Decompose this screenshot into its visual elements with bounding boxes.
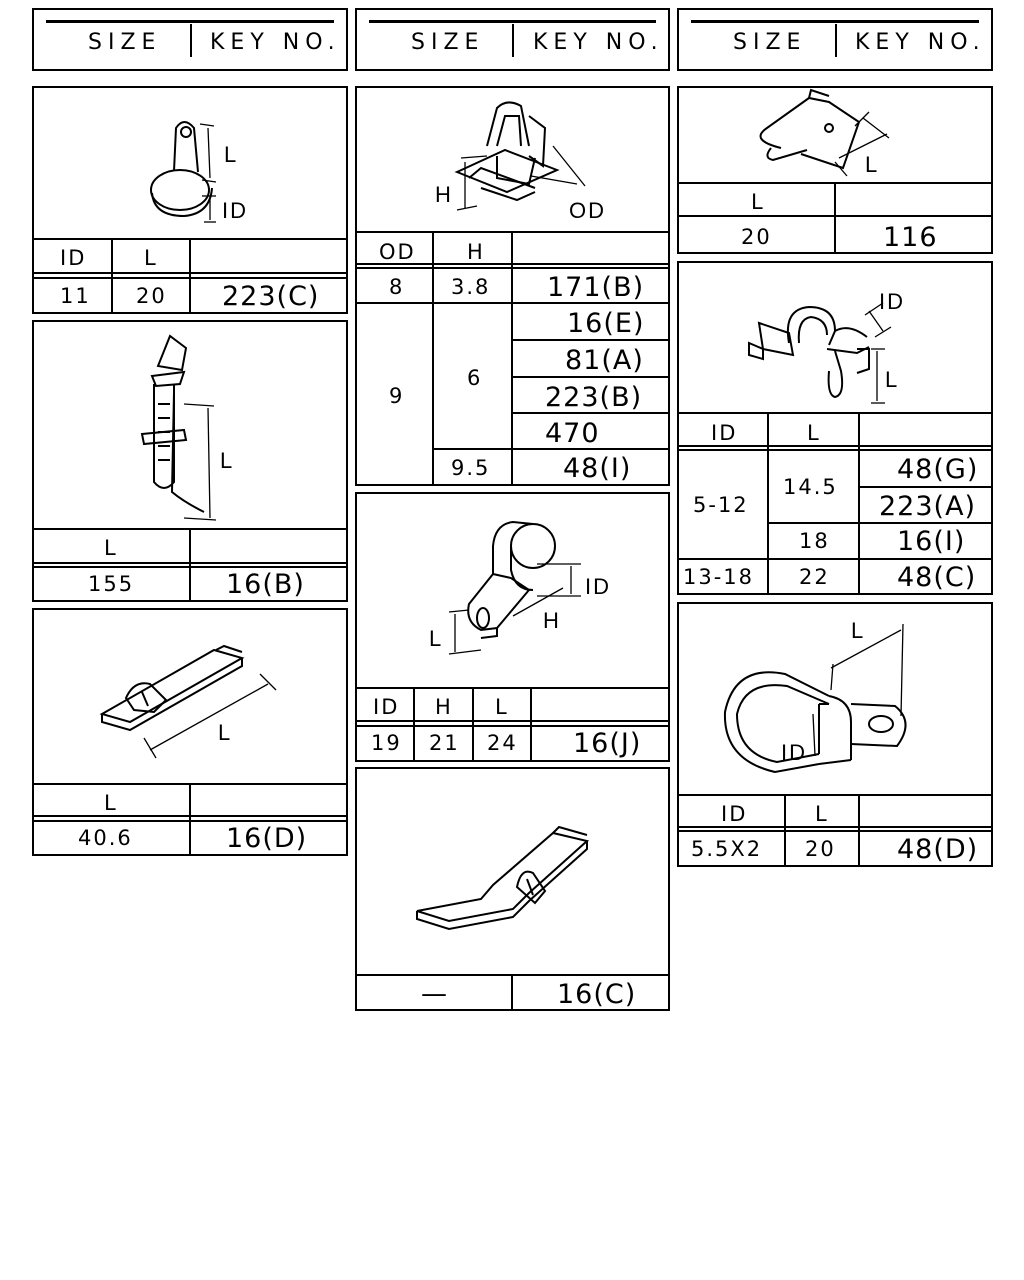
col-l-header: L: [495, 695, 509, 719]
key-no-cell: 223(A): [879, 491, 977, 522]
cell-l: 20: [136, 284, 167, 308]
key-no-cell: 171(B): [547, 272, 645, 303]
dim-l-label: L: [220, 448, 233, 473]
dim-l-label: L: [224, 142, 237, 167]
cell-id: 13-18: [683, 565, 755, 589]
key-no-cell: 116: [883, 222, 938, 253]
header-divider: [835, 24, 837, 57]
table-lines: [357, 769, 668, 1009]
col-l-header: L: [104, 791, 118, 815]
header-col-1: [32, 8, 348, 71]
dim-l-label: L: [429, 626, 442, 651]
cell-l: 20: [741, 225, 772, 249]
key-no-cell: 16(C): [557, 979, 637, 1010]
part-panel-double-clip: [677, 261, 993, 595]
dim-l-label: L: [885, 367, 898, 392]
table-lines: [357, 494, 668, 760]
cell-l: 18: [799, 529, 830, 553]
key-no-label: KEY NO.: [210, 30, 341, 55]
size-label: SIZE: [88, 30, 162, 55]
key-no-cell: 16(B): [226, 569, 305, 600]
cell-id: 5.5X2: [691, 837, 763, 861]
col-h-header: H: [467, 240, 485, 264]
key-no-label: KEY NO.: [533, 30, 664, 55]
header-divider: [190, 24, 192, 57]
cell-h: 6: [467, 366, 483, 390]
col-id-header: ID: [711, 421, 738, 445]
cell-l: 22: [799, 565, 830, 589]
header-col-2: [355, 8, 670, 71]
key-no-cell: 48(I): [563, 453, 632, 484]
table-lines: [34, 610, 346, 854]
col-id-header: ID: [60, 246, 87, 270]
cell-od: 9: [389, 384, 405, 408]
part-panel-push-clip: [355, 86, 670, 486]
col-l-header: L: [144, 246, 158, 270]
dim-l-label: L: [218, 720, 231, 745]
part-panel-16b: [32, 320, 348, 602]
size-label: SIZE: [733, 30, 807, 55]
key-no-cell: 81(A): [565, 345, 644, 376]
cell-l: 24: [487, 731, 518, 755]
cell-size-dash: —: [421, 979, 449, 1009]
header-rule: [369, 20, 656, 23]
dim-h-label: H: [543, 608, 559, 633]
cell-l: 155: [88, 572, 135, 596]
key-no-label: KEY NO.: [855, 30, 986, 55]
part-table-223c: [32, 238, 348, 314]
col-l-header: L: [815, 802, 829, 826]
dim-l-label: L: [865, 152, 878, 177]
table-lines: [679, 88, 991, 252]
key-no-cell: 48(G): [897, 454, 979, 485]
dim-od-label: OD: [569, 198, 606, 223]
col-l-header: L: [807, 421, 821, 445]
key-no-cell: 16(J): [573, 728, 642, 759]
key-no-cell: 470: [545, 418, 600, 449]
key-no-cell: 16(D): [226, 823, 308, 854]
header-col-3: [677, 8, 993, 71]
col-od-header: OD: [379, 240, 416, 264]
cell-h: 9.5: [451, 456, 491, 480]
dim-id-label: ID: [585, 574, 611, 599]
key-no-cell: 223(C): [222, 281, 320, 312]
header-divider: [512, 24, 514, 57]
cell-id: 19: [371, 731, 402, 755]
cell-id: 11: [60, 284, 91, 308]
header-rule: [691, 20, 979, 23]
dim-id-label: ID: [781, 740, 807, 765]
key-no-cell: 223(B): [545, 382, 643, 413]
dim-id-label: ID: [879, 289, 905, 314]
col-l-header: L: [751, 190, 765, 214]
cell-id: 5-12: [693, 493, 749, 517]
col-id-header: ID: [721, 802, 748, 826]
size-label: SIZE: [411, 30, 485, 55]
dim-l-label: L: [851, 618, 864, 643]
header-rule: [46, 20, 334, 23]
dim-h-label: H: [435, 182, 451, 207]
col-h-header: H: [435, 695, 453, 719]
cell-l: 20: [805, 837, 836, 861]
dim-id-label: ID: [222, 198, 248, 223]
cell-l: 40.6: [78, 826, 133, 850]
part-panel-116: [677, 86, 993, 254]
part-panel-16d: [32, 608, 348, 856]
part-panel-16j: [355, 492, 670, 762]
cell-h: 21: [429, 731, 460, 755]
key-no-cell: 48(C): [897, 562, 977, 593]
part-panel-16c: [355, 767, 670, 1011]
table-lines: [34, 322, 346, 600]
cell-l: 14.5: [783, 475, 838, 499]
cell-h: 3.8: [451, 275, 491, 299]
col-l-header: L: [104, 536, 118, 560]
key-no-cell: 48(D): [897, 834, 979, 865]
key-no-cell: 16(I): [897, 526, 966, 557]
col-id-header: ID: [373, 695, 400, 719]
key-no-cell: 16(E): [567, 308, 645, 339]
cell-od: 8: [389, 275, 405, 299]
part-panel-48d: [677, 602, 993, 867]
